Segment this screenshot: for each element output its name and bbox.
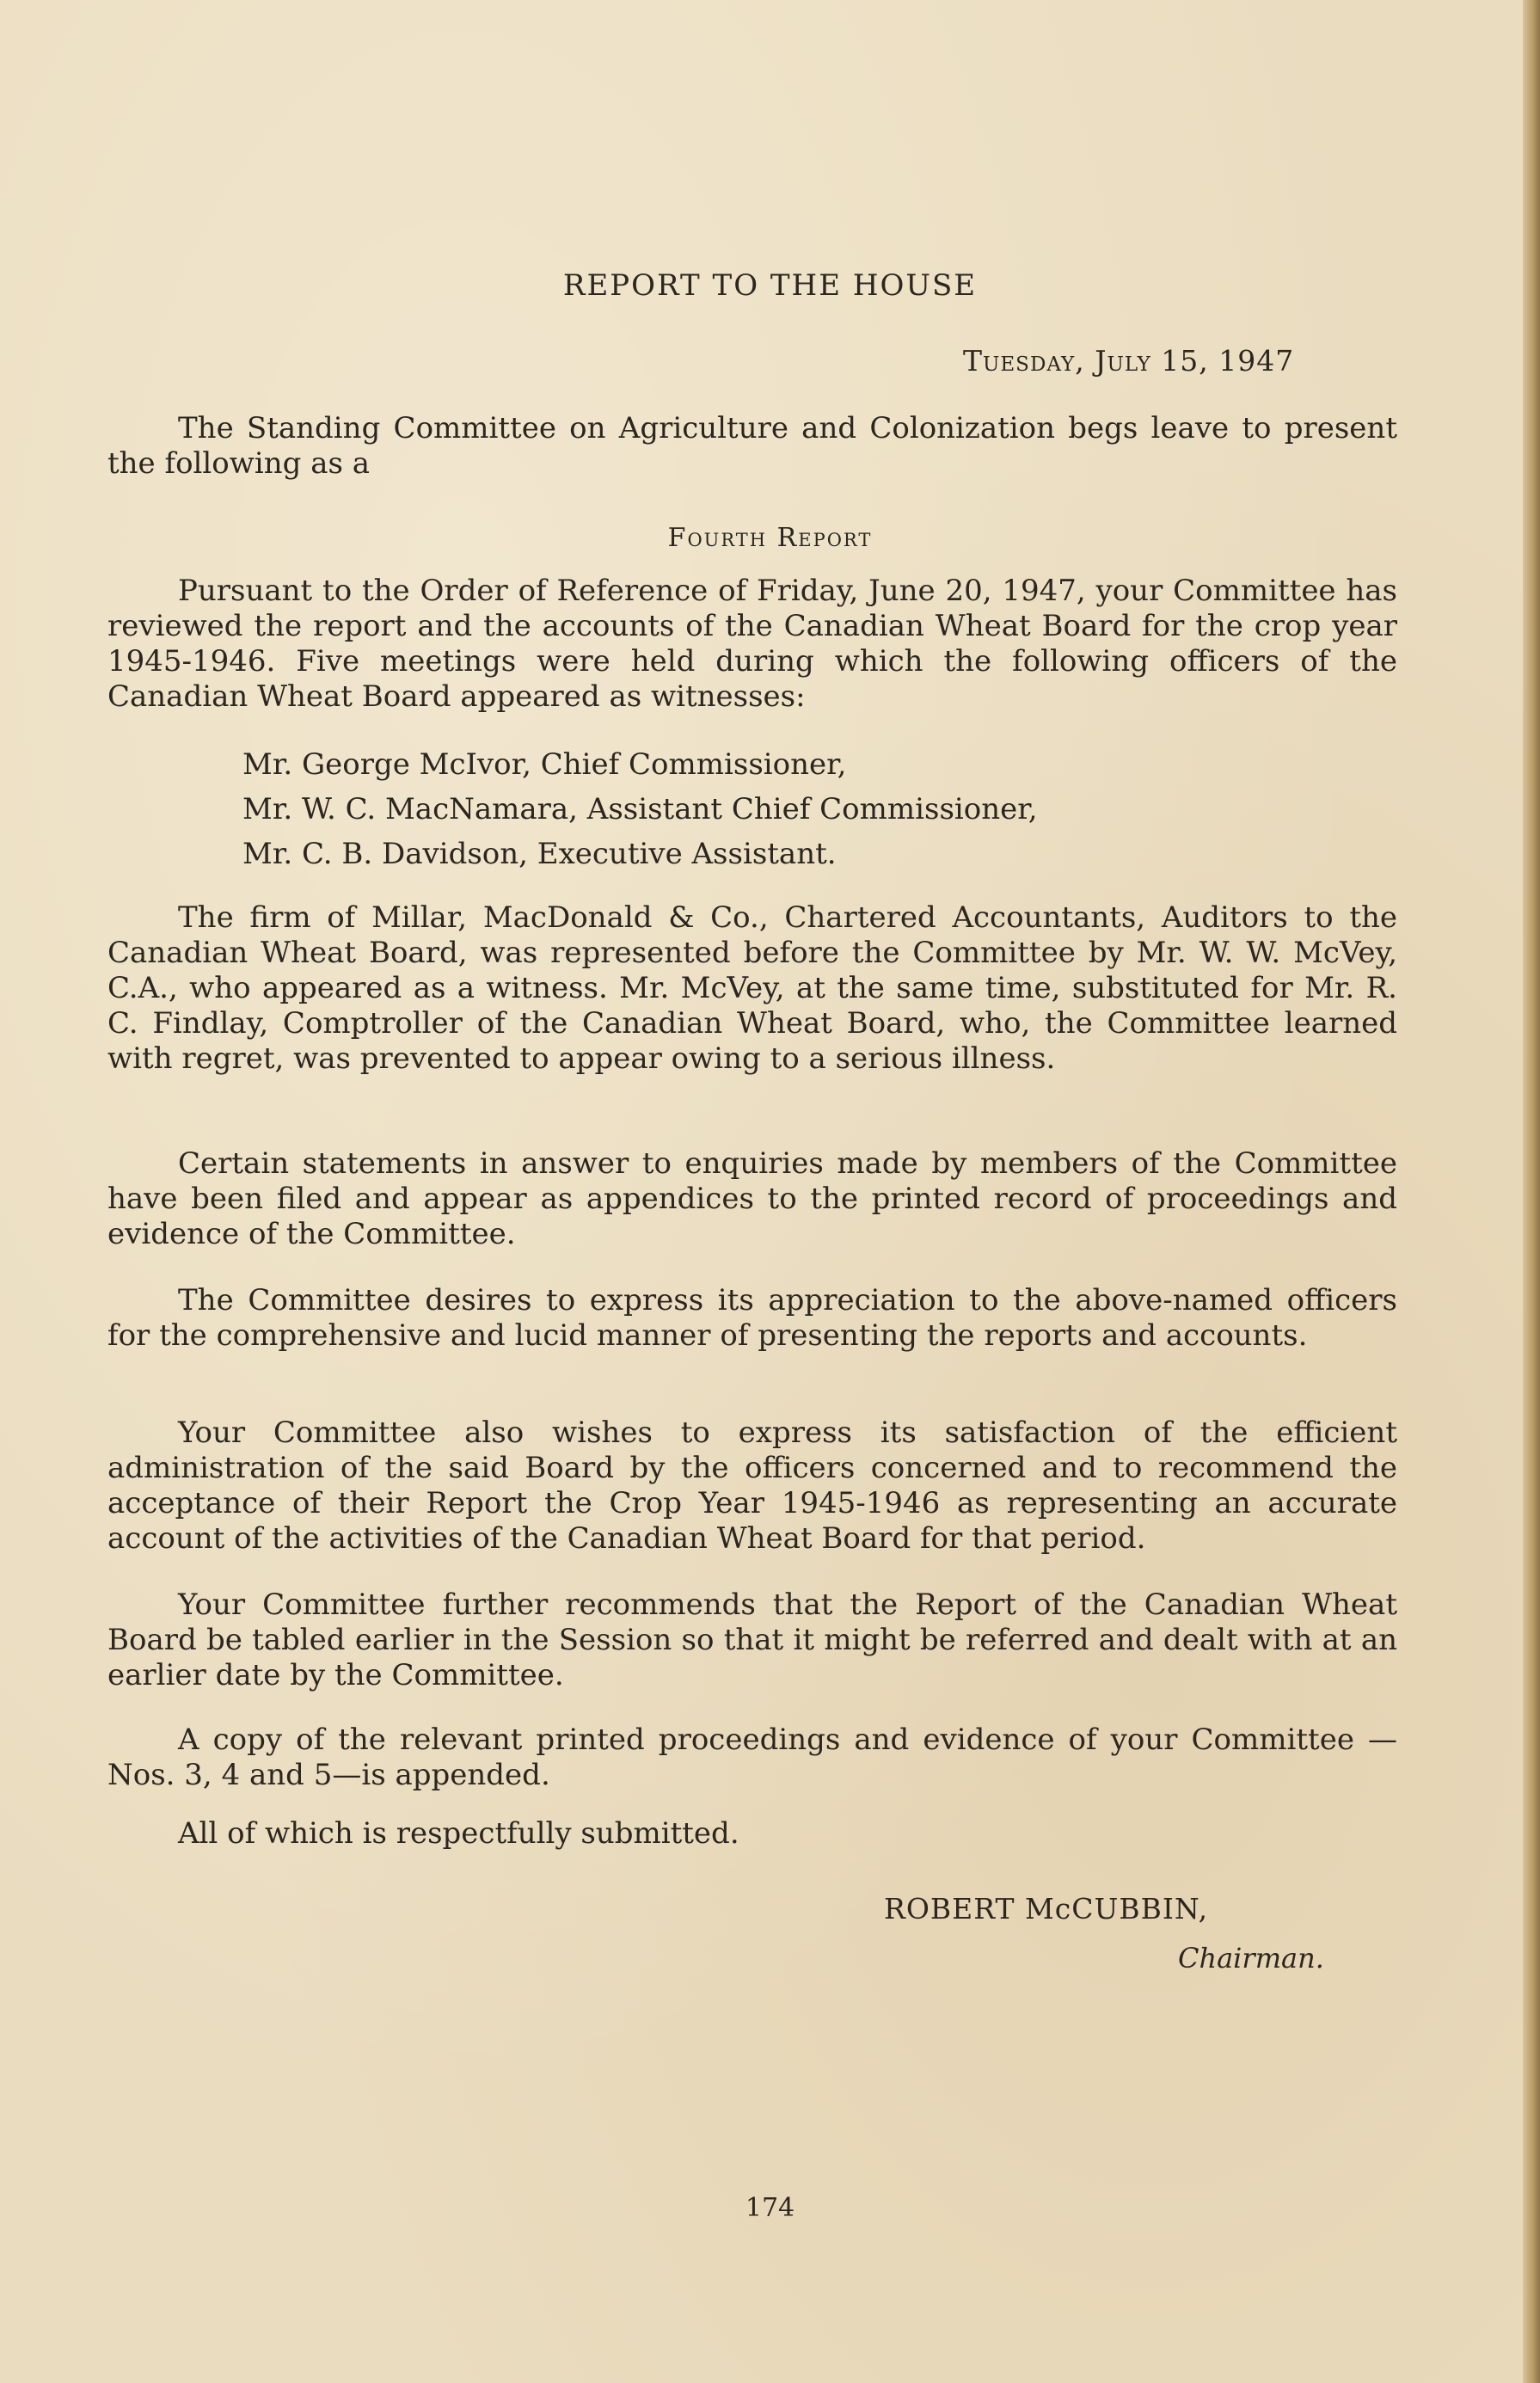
witness-list [242, 742, 1038, 876]
intro-paragraph [107, 411, 1397, 482]
witness-item: Mr. C. B. Davidson, Executive Assistant. [242, 837, 837, 871]
page-number: 174 [745, 2193, 795, 2223]
paragraph-auditors [107, 900, 1397, 1077]
paragraph-reference-text: Pursuant to the Order of Reference of Friday, June 20, 1947, your Committee has reviewed the report and the accounts of the Canadian Wheat Board for the crop year 1945-1946. Five meetings were held during which the following officers of the Canadian Wheat Board appeared as witnesses: [107, 574, 1397, 714]
book-spine-edge [1523, 0, 1540, 2383]
paragraph-auditors-text: The firm of Millar, MacDonald & Co., Chartered Accountants, Auditors to the Canadian Wheat Board, was represented before the Committee by Mr. W. W. McVey, C.A., who appeared as a witness. Mr. McVey, at the same time, substituted for Mr. R. C. Findlay, Comptroller of the Canadian Wheat Board, who, the Committee learned with regret, was prevented to appear owing to a serious illness. [107, 900, 1397, 1076]
paragraph-statements-text: Certain statements in answer to enquiries made by members of the Committee have been filed and appear as appendices to the printed record of proceedings and evidence of the Committee. [107, 1146, 1397, 1251]
report-heading: REPORT TO THE HOUSE [562, 268, 978, 303]
paragraph-satisfaction [107, 1416, 1397, 1557]
paragraph-satisfaction-text: Your Committee also wishes to express its satisfaction of the efficient administration of the said Board by the officers concerned and to recommend the acceptance of their Report the Crop Year 1945-1946 as representing an accurate account of the activities of the Canadian Wheat Board for that period. [107, 1416, 1397, 1556]
paragraph-appended-text: A copy of the relevant printed proceedings and evidence of your Committee —Nos. 3, 4 and 5—is appended. [107, 1723, 1397, 1792]
witness-item: Mr. George McIvor, Chief Commissioner, [242, 747, 847, 782]
paragraph-appended [107, 1723, 1397, 1793]
intro-text: The Standing Committee on Agriculture and Colonization begs leave to present the following as a [107, 411, 1397, 481]
signature-title: Chairman. [1178, 1942, 1324, 1975]
signature-name: ROBERT McCUBBIN, [884, 1892, 1209, 1925]
fourth-report-subheading: Fourth Report [667, 523, 873, 553]
paragraph-statements [107, 1146, 1397, 1252]
closing-line [107, 1816, 1397, 1852]
paragraph-appreciation-text: The Committee desires to express its appreciation to the above-named officers for the comprehensive and lucid manner of presenting the reports and accounts. [107, 1283, 1397, 1353]
paragraph-recommendation [107, 1588, 1397, 1693]
paragraph-reference [107, 574, 1397, 715]
paragraph-appreciation [107, 1283, 1397, 1354]
closing-text: All of which is respectfully submitted. [178, 1816, 739, 1851]
paragraph-recommendation-text: Your Committee further recommends that the Report of the Canadian Wheat Board be tabled earlier in the Session so that it might be referred and dealt with at an earlier date by the Committee. [107, 1588, 1397, 1692]
report-date: Tuesday, July 15, 1947 [963, 344, 1295, 378]
witness-item: Mr. W. C. MacNamara, Assistant Chief Commissioner, [242, 792, 1038, 826]
